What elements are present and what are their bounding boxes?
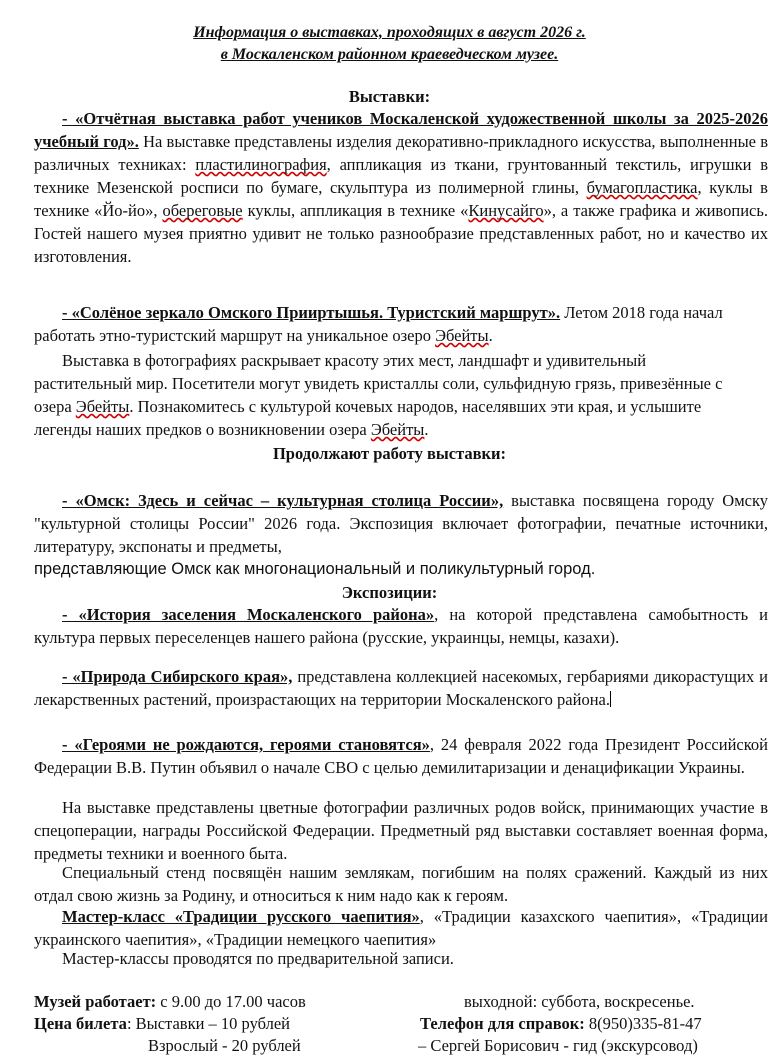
spellcheck-word: бумагопластика [586,178,698,197]
exhibition-3-title: - «Омск: Здесь и сейчас – культурная столица России», [62,491,504,510]
masterclass-title: Мастер-класс «Традиции русского чаепития» [62,907,420,926]
spellcheck-word: обереговые [162,201,243,220]
exposition-3-text: , 24 февраля 2022 года Президент Российской Федерации В.В. Путин объявил о начале СВО с целью демилитаризации и денацификации Украины. [34,735,768,777]
text-cursor [610,691,611,707]
ticket-price [34,1012,290,1035]
exhibition-2-title: - «Солёное зеркало Омского Прииртышья. Туристский маршрут». [62,303,561,322]
exposition-2-title: - «Природа Сибирского края», [62,667,293,686]
exhibition-1-text: », а также графика и живопись. Гостей нашего музея приятно удивит не только разнообразие представленных работ, но и качество их изготовления. [34,201,768,266]
section-heading-continuing: Продолжают работу выставки: [272,444,507,463]
exhibition-1-text: куклы, аппликация в технике « [242,201,469,220]
phone-info [420,1012,702,1035]
phone-label: Телефон для справок: [420,1014,585,1033]
masterclass-text: , «Традиции казахского чаепития», «Традиции украинского чаепития», «Традиции немецкого чаепития» [34,907,768,949]
exhibition-2-description [34,349,744,441]
spellcheck-word: Эбейты [435,326,489,345]
exhibition-3-text: выставка посвящена городу Омску "культурной столицы России" 2026 года. Экспозиция включает фотографии, печатные источники, литературу, экспонаты и предметы, [34,491,768,556]
masterclass-paragraph [34,905,768,951]
exhibition-2-text: Выставка в фотографиях раскрывает красоту этих мест, ландшафт и удивительный растительный мир. Посетители могут увидеть кристаллы соли, сульфидную грязь, привезённые с озера [34,351,723,416]
document-title-line2: в Москаленском районном краеведческом музее. [220,46,559,63]
spellcheck-word: Эбейты [75,397,130,416]
exhibition-3-paragraph [34,489,768,558]
museum-hours [34,990,306,1013]
hours-label: Музей работает: [34,992,157,1011]
guide-contact: – Сергей Борисович - гид (экскурсовод) [418,1036,698,1055]
exhibition-2-text: . Познакомитесь с культурой кочевых народов, населявших эти края, и услышите легенды наших предков о возникновении озера [34,397,702,439]
exposition-3-photos-paragraph: На выставке представлены цветные фотографии различных родов войск, принимающих участие в спецоперации, награды Российской Федерации. Предметный ряд выставки составляет военная форма, предметы техники и военного быта. [34,798,768,863]
exhibition-2-text: . [488,326,493,345]
phone-value: 8(950)335-81-47 [584,1014,702,1033]
section-heading-expositions: Экспозиции: [341,583,438,602]
exposition-1-text: , на которой представлена самобытность и культура первых переселенцев нашего района (русские, украинцы, немцы, казахи). [34,605,768,647]
exposition-2-text: представлена коллекцией насекомых, гербариями дикорастущих и лекарственных растений, произрастающих на территории Москаленского района. [34,667,768,709]
exposition-3-paragraph [34,733,768,779]
spellcheck-word: Кинусайго [468,201,544,220]
exposition-3-title: - «Героями не рождаются, героями становятся» [62,735,430,754]
exhibition-2-paragraph [34,301,768,347]
section-heading-exhibitions: Выставки: [348,87,431,106]
exposition-3-memorial-paragraph: Специальный стенд посвящён нашим землякам, погибшим на полях сражений. Каждый из них отдал свою жизнь за Родину, и относиться к ним надо как к героям. [34,863,768,905]
adult-price: Взрослый - 20 рублей [148,1036,301,1055]
exposition-1-paragraph [34,603,768,649]
exhibition-2-text: . [424,420,429,439]
document-title-line1: Информация о выставках, проходящих в август 2026 г. [193,24,586,41]
exhibition-3-last-line: представляющие Омск как многонациональный и поликультурный город. [34,560,596,578]
exhibition-1-text: На выставке представлены изделия декоративно-прикладного искусства, выполненные в различных техниках: [34,132,768,174]
spellcheck-word: Эбейты [370,420,425,439]
masterclass-note: Мастер-классы проводятся по предварительной записи. [62,949,454,968]
day-off: выходной: суббота, воскресенье. [464,992,695,1011]
price-label: Цена билета [34,1014,127,1033]
exhibition-1-text: , аппликация из ткани, грунтованный текстиль, игрушки в технике Мезенской росписи по бумаге, скульптура из полимерной глины, [34,155,768,197]
exhibition-1-text: , куклы в технике «Йо-йо», [34,178,768,220]
spellcheck-word: пластилинография [195,155,327,174]
exhibition-1-paragraph [34,107,768,268]
price-value: : Выставки – 10 рублей [126,1014,290,1033]
hours-value: с 9.00 до 17.00 часов [156,992,306,1011]
exposition-1-title: - «История заселения Москаленского района» [62,605,435,624]
exposition-2-paragraph [34,665,768,711]
exhibition-2-text: Летом 2018 года начал работать этно-туристский маршрут на уникальное озеро [34,303,723,345]
exhibition-1-title: - «Отчётная выставка работ учеников Москаленской художественной школы за 2025-2026 учебный год». [34,109,768,151]
